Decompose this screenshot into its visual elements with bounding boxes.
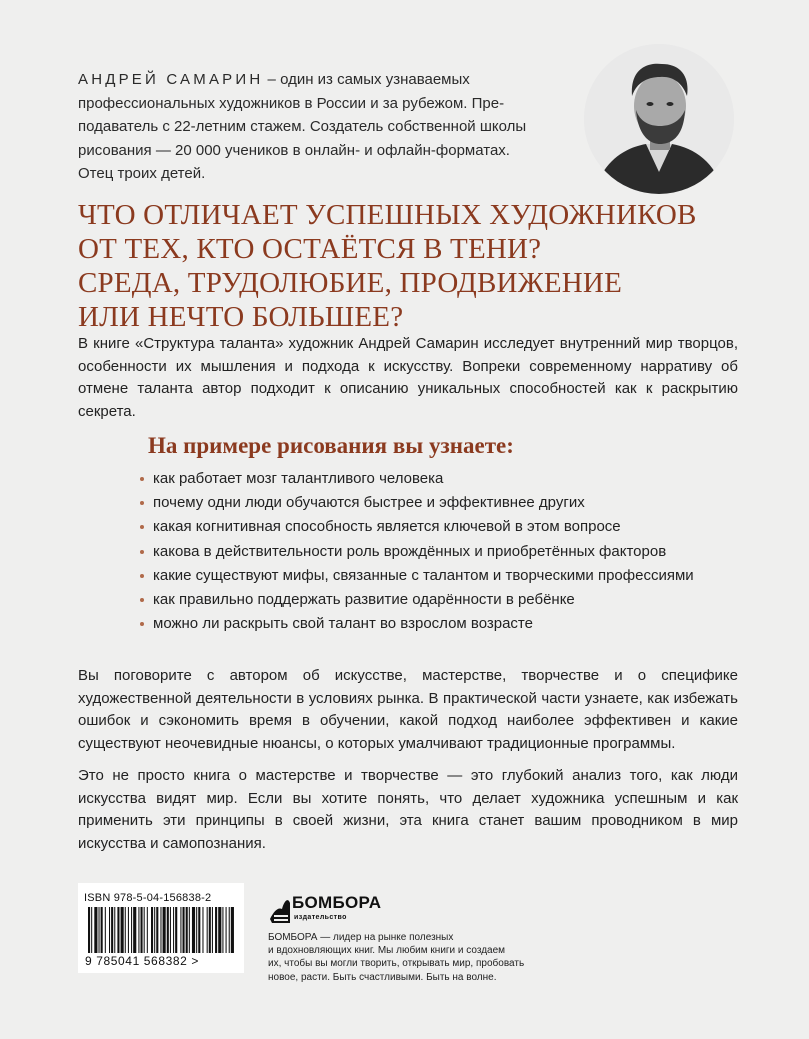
publisher-blurb-line: БОМБОРА — лидер на рынке полезных bbox=[268, 932, 454, 943]
publisher-blurb-line: и вдохновляющих книг. Мы любим книги и создаем bbox=[268, 945, 506, 957]
bullet-icon bbox=[140, 574, 144, 578]
barcode-icon bbox=[86, 907, 236, 957]
list-item bbox=[140, 540, 740, 564]
author-bio-line-4: рисования — 20 000 учеников в онлайн- и офлайн-форматах. bbox=[78, 141, 510, 159]
list-item bbox=[140, 564, 740, 588]
list-item bbox=[140, 491, 740, 515]
learn-heading: На примере рисования вы узнаете: bbox=[148, 433, 514, 458]
list-item bbox=[140, 588, 740, 612]
list-item-text: какова в действительности роль врождённых и приобретённых факторов bbox=[153, 542, 667, 560]
author-bio-line-2: профессиональных художников в России и за рубежом. Пре- bbox=[78, 94, 505, 112]
list-item bbox=[140, 515, 740, 539]
publisher-blurb bbox=[268, 931, 525, 984]
publisher-blurb-line: их, чтобы вы могли творить, открывать мир, пробовать bbox=[268, 958, 525, 970]
author-bio-text: – один из самых узнаваемых bbox=[263, 71, 470, 88]
body-paragraph-2: Вы поговорите с автором об искусстве, мастерстве, творчестве и о специфике художественной деятельности в условиях рынка. В практической части узнаете, как избежать ошибок и сэкономить время в обучении, какой подход наиболее эффективен и какие существуют неочевидные нюансы, о которых умалчивают традиционные программы. bbox=[78, 667, 738, 752]
headline bbox=[78, 198, 738, 334]
list-item-text: какая когнитивная способность является ключевой в этом вопросе bbox=[153, 518, 621, 536]
author-bio-line-1 bbox=[78, 68, 568, 92]
list-item-text: какие существуют мифы, связанные с талантом и творческими профессиями bbox=[153, 566, 694, 584]
bullet-icon bbox=[140, 501, 144, 505]
list-item-text: как работает мозг талантливого человека bbox=[153, 470, 444, 487]
publisher-blurb-line: новое, расти. Быть счастливыми. Быть на волне. bbox=[268, 971, 497, 983]
learn-list bbox=[140, 467, 740, 636]
bullet-icon bbox=[140, 477, 144, 481]
headline-line-3: СРЕДА, ТРУДОЛЮБИЕ, ПРОДВИЖЕНИЕ bbox=[78, 267, 622, 299]
bullet-icon bbox=[140, 550, 144, 554]
bullet-icon bbox=[140, 525, 144, 529]
author-name: АНДРЕЙ САМАРИН bbox=[78, 71, 264, 88]
publisher-name: БОМБОРА bbox=[292, 893, 382, 912]
bullet-icon bbox=[140, 598, 144, 602]
intro-paragraph: В книге «Структура таланта» художник Андрей Самарин исследует внутренний мир творцов, особенности их мышления и подхода к искусству. Вопреки современному нарративу об отмене таланта автор подходит к описанию уникальных способностей как к раскрытию секрета. bbox=[78, 335, 738, 420]
bullet-icon bbox=[140, 622, 144, 626]
list-item-text: можно ли раскрыть свой талант во взрослом возрасте bbox=[153, 615, 533, 633]
publisher-subtitle: издательство bbox=[294, 914, 347, 921]
body-paragraph-3: Это не просто книга о мастерстве и творчестве — это глубокий анализ того, как люди искусства видят мир. Если вы хотите понять, что делает художника успешным и как применить эти принципы в своей жизни, эта книга станет вашим проводником в мир искусства и самопознания. bbox=[78, 767, 738, 852]
list-item bbox=[140, 612, 740, 636]
author-bio-line-3: подаватель с 22-летним стажем. Создатель собственной школы bbox=[78, 118, 527, 135]
list-item-text: почему одни люди обучаются быстрее и эффективнее других bbox=[153, 494, 585, 512]
headline-line-4: ИЛИ НЕЧТО БОЛЬШЕЕ? bbox=[78, 301, 404, 333]
list-item bbox=[140, 467, 740, 491]
author-block bbox=[78, 68, 568, 186]
list-item-text: как правильно поддержать развитие одарённости в ребёнке bbox=[153, 590, 575, 608]
isbn-barcode-block bbox=[78, 883, 244, 973]
barcode-digits: 9 785041 568382 > bbox=[85, 954, 199, 968]
isbn-label: ISBN 978-5-04-156838-2 bbox=[84, 892, 212, 904]
headline-line-2: ОТ ТЕХ, КТО ОСТАЁТСЯ В ТЕНИ? bbox=[78, 233, 542, 265]
headline-line-1: ЧТО ОТЛИЧАЕТ УСПЕШНЫХ ХУДОЖНИКОВ bbox=[78, 199, 697, 231]
author-bio-line-5: Отец троих детей. bbox=[78, 165, 206, 182]
author-portrait bbox=[584, 44, 734, 194]
